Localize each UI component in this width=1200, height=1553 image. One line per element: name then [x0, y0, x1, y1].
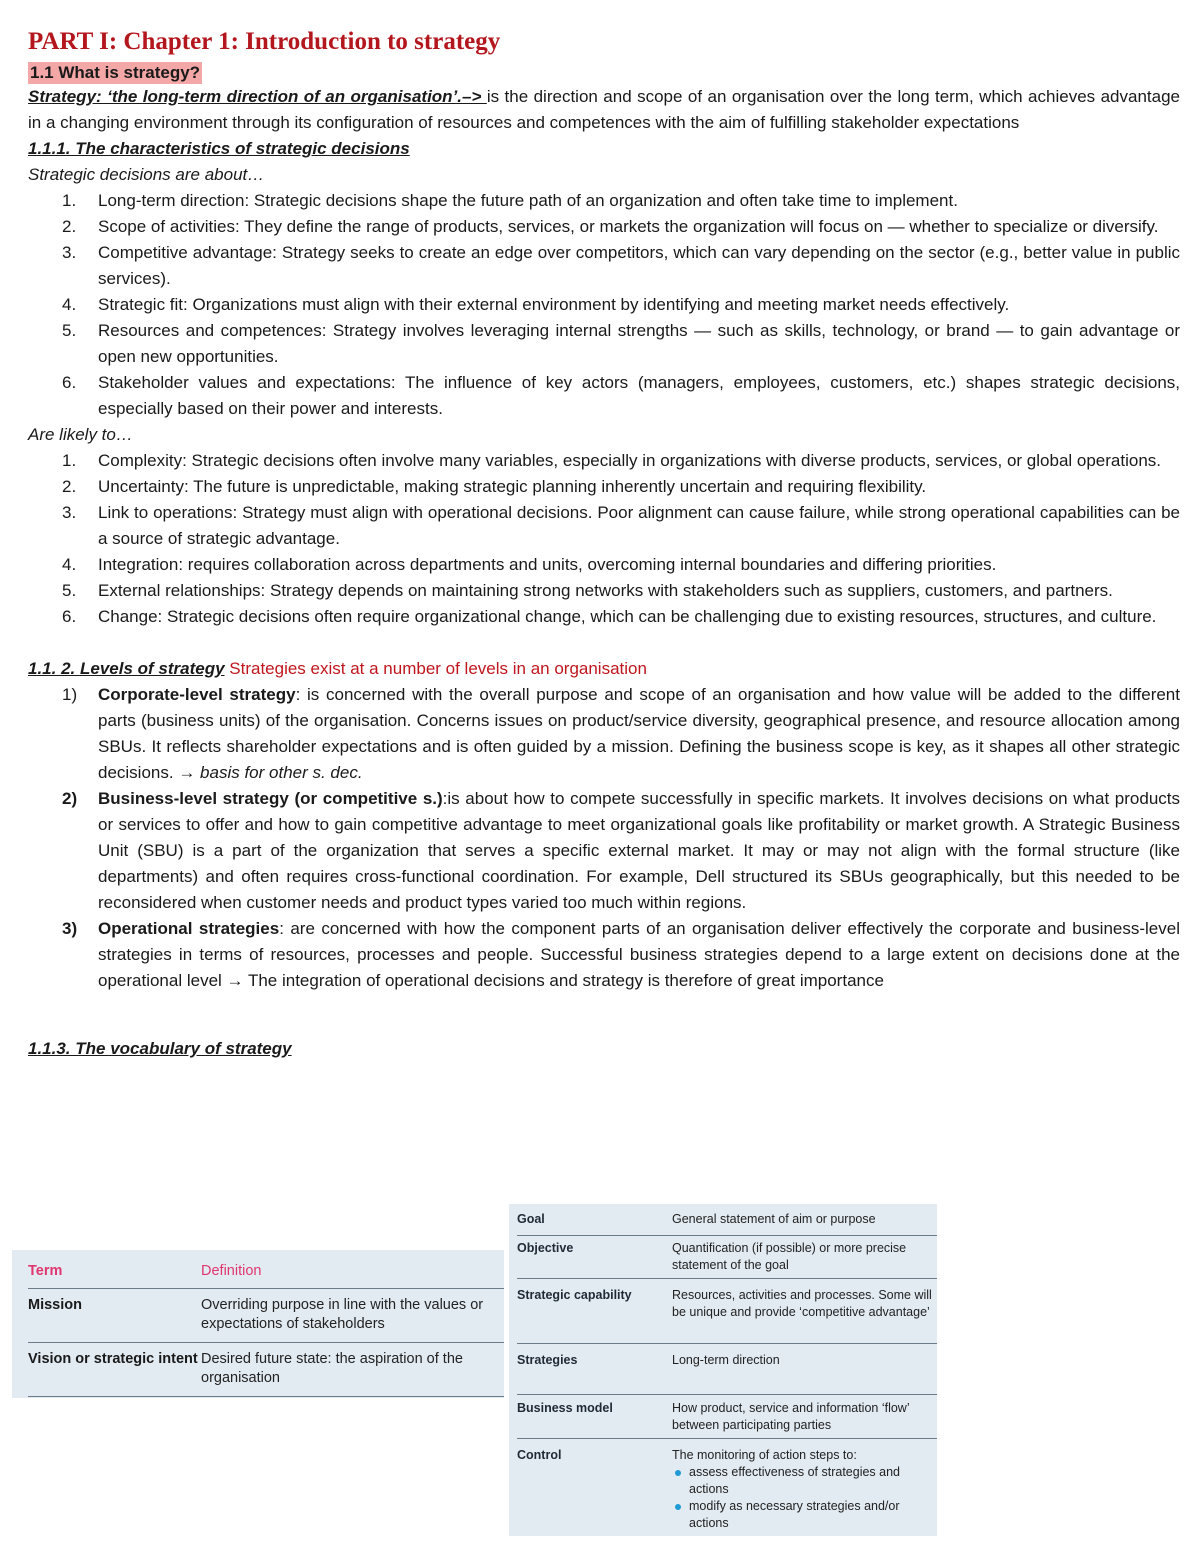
section-heading-1-1-3: 1.1.3. The vocabulary of strategy — [28, 1039, 292, 1058]
table-row — [517, 1447, 937, 1535]
levels-subtitle: Strategies exist at a number of levels in an organisation — [224, 659, 647, 678]
list-item-text: External relationships: Strategy depends on maintaining strong networks with stakeholders such as suppliers, customers, and partners. — [98, 581, 1113, 600]
list-item — [28, 682, 1180, 786]
table-header-row — [28, 1262, 504, 1289]
vocabulary-table-left — [12, 1250, 504, 1398]
list-item-text: Competitive advantage: Strategy seeks to create an edge over competitors, which can vary depending on the sector (e.g., better value in public services). — [98, 243, 1180, 288]
table-cell-definition: How product, service and information ‘flow’ between participating parties — [672, 1401, 910, 1432]
document-page — [28, 26, 1180, 1062]
table-cell-term: Goal — [517, 1212, 545, 1226]
list-item-text: Link to operations: Strategy must align with operational decisions. Poor alignment can cause failure, while strong operational capabilities can be a source of strategic advantage. — [98, 503, 1180, 548]
section-heading-1-1-1: 1.1.1. The characteristics of strategic decisions — [28, 139, 410, 158]
level-term: Corporate-level strategy — [98, 685, 296, 704]
list-item: 3. Competitive advantage: Strategy seeks to create an edge over competitors, which can vary depending on the sector (e.g., better value in public services). — [62, 243, 1180, 288]
table-cell-term: Vision or strategic intent — [28, 1351, 198, 1367]
list-item-text: Uncertainty: The future is unpredictable, making strategic planning inherently uncertain and requiring flexibility. — [98, 477, 927, 496]
list-item-text: Integration: requires collaboration across departments and units, overcoming internal boundaries and differing priorities. — [98, 555, 997, 574]
table-cell-term: Control — [517, 1448, 562, 1462]
table-row — [28, 1350, 504, 1397]
table-header-definition: Definition — [201, 1263, 262, 1279]
list-item: 2. Scope of activities: They define the range of products, services, or markets the organization will focus on — whether to specialize or diversify. — [62, 217, 1159, 236]
table-row — [517, 1400, 937, 1439]
table-cell-definition: Long-term direction — [672, 1353, 780, 1367]
list-item-number: 1) — [62, 685, 78, 704]
list-item: 4. Integration: requires collaboration across departments and units, overcoming internal boundaries and differing priorities. — [62, 555, 997, 574]
list-item-text: Complexity: Strategic decisions often involve many variables, especially in organizations with diverse products, services, or global operations. — [98, 451, 1162, 470]
table-row — [517, 1352, 937, 1395]
table-cell-definition: Quantification (if possible) or more precise statement of the goal — [672, 1241, 907, 1272]
table-row — [28, 1296, 504, 1343]
level-text: : are concerned with how the component parts of an organisation deliver effectively the corporate and business-level strategies in terms of resources, processes and people. Successful business strategies depend to a large extent on decisions done at the operational level → The integration of operational decisions and strategy is therefore of great importance — [98, 919, 1180, 990]
list-item-text: Scope of activities: They define the range of products, services, or markets the organization will focus on — whether to specialize or diversify. — [98, 217, 1159, 236]
table-cell-definition: Overriding purpose in line with the values or expectations of stakeholders — [201, 1297, 484, 1332]
list-item-number: 3) — [62, 919, 78, 938]
table-cell-definition — [672, 1447, 932, 1532]
list-item-number: 2) — [62, 789, 78, 808]
list-item: 5. External relationships: Strategy depends on maintaining strong networks with stakeholders such as suppliers, customers, and partners. — [62, 581, 1113, 600]
vocabulary-table-right — [509, 1204, 937, 1536]
table-header-term: Term — [28, 1263, 63, 1279]
table-cell-term: Business model — [517, 1401, 613, 1415]
list-item-text: Long-term direction: Strategic decisions shape the future path of an organization and often take time to implement. — [98, 191, 958, 210]
list-item: 5. Resources and competences: Strategy involves leveraging internal strengths — such as skills, technology, or brand — to gain advantage or open new opportunities. — [62, 321, 1180, 366]
list-item: modify as necessary strategies and/or actions — [672, 1498, 932, 1532]
table-cell-term: Strategic capability — [517, 1288, 632, 1302]
list-item — [28, 916, 1180, 994]
list-item: 1. Complexity: Strategic decisions often involve many variables, especially in organizations with diverse products, services, or global operations. — [62, 451, 1162, 470]
list-item-text: Stakeholder values and expectations: The influence of key actors (managers, employees, customers, etc.) shapes strategic decisions, especially based on their power and interests. — [98, 373, 1180, 418]
level-tail: basis for other s. dec. — [200, 763, 363, 782]
levels-heading-line — [28, 656, 1180, 682]
level-term: Business-level strategy (or competitive s.) — [98, 789, 443, 808]
list-item: 2. Uncertainty: The future is unpredictable, making strategic planning inherently uncertain and requiring flexibility. — [62, 477, 927, 496]
likely-label: Are likely to… — [28, 425, 133, 444]
list-item-text: Strategic fit: Organizations must align with their external environment by identifying and meeting market needs effectively. — [98, 295, 1010, 314]
list-item: 3. Link to operations: Strategy must align with operational decisions. Poor alignment can cause failure, while strong operational capabilities can be a source of strategic advantage. — [62, 503, 1180, 548]
list-item: 6. Change: Strategic decisions often require organizational change, which can be challenging due to existing resources, structures, and culture. — [62, 607, 1157, 626]
list-item: 4. Strategic fit: Organizations must align with their external environment by identifying and meeting market needs effectively. — [62, 295, 1010, 314]
table-cell-definition: Resources, activities and processes. Some will be unique and provide ‘competitive advantage’ — [672, 1288, 932, 1319]
list-item-text: Resources and competences: Strategy involves leveraging internal strengths — such as skills, technology, or brand — to gain advantage or open new opportunities. — [98, 321, 1180, 366]
strategy-definition-lead: Strategy: ‘the long-term direction of an organisation’.–> — [28, 87, 487, 106]
table-row — [517, 1287, 937, 1344]
level-text: :is about how to compete successfully in specific markets. It involves decisions on what products or services to offer and how to gain competitive advantage to meet organizational goals like profitability or market growth. A Strategic Business Unit (SBU) is a part of the organization that serves a specific external market. It may or may not align with the formal structure (like departments) and often requires cross-functional coordination. For example, Dell structured its SBUs geographically, but this needed to be reconsidered when customer needs and product types varied too much within regions. — [98, 789, 1180, 912]
page-title: PART I: Chapter 1: Introduction to strategy — [28, 28, 501, 55]
list-item: 1. Long-term direction: Strategic decisions shape the future path of an organization and often take time to implement. — [62, 191, 958, 210]
table-row — [517, 1240, 937, 1279]
table-cell-term: Strategies — [517, 1353, 578, 1367]
levels-list — [28, 682, 1180, 994]
likely-list — [28, 448, 1180, 630]
list-item: 6. Stakeholder values and expectations: The influence of key actors (managers, employees, customers, etc.) shapes strategic decisions, especially based on their power and interests. — [62, 373, 1180, 418]
table-row — [517, 1211, 937, 1236]
section-heading-1-1: 1.1 What is strategy? — [30, 63, 201, 82]
table-cell-definition: Desired future state: the aspiration of the organisation — [201, 1351, 463, 1386]
about-label: Strategic decisions are about… — [28, 165, 265, 184]
list-item: assess effectiveness of strategies and actions — [672, 1464, 932, 1498]
list-item-text: Change: Strategic decisions often require organizational change, which can be challenging due to existing resources, structures, and culture. — [98, 607, 1157, 626]
table-cell-term: Objective — [517, 1241, 574, 1255]
level-term: Operational strategies — [98, 919, 280, 938]
strategy-definition-text: is the direction and scope of an organisation over the long term, which achieves advantage in a changing environment through its configuration of resources and competences with the aim of fulfilling stakeholder expectations — [28, 87, 1180, 132]
level-text: : is concerned with the overall purpose and scope of an organisation and how value will be added to the different parts (business units) of the organisation. Concerns issues on product/service diversity, geographical presence, and resource allocation among SBUs. It reflects shareholder expectations and is often guided by a mission. Defining the business scope is key, as it shapes all other strategic decisions. → — [98, 685, 1180, 782]
section-heading-1-1-2: 1.1. 2. Levels of strategy — [28, 659, 225, 678]
table-cell-definition: General statement of aim or purpose — [672, 1212, 876, 1226]
control-bullet-list — [672, 1464, 932, 1532]
list-item — [28, 786, 1180, 916]
strategy-definition — [28, 84, 1180, 136]
about-list — [28, 188, 1180, 422]
control-intro: The monitoring of action steps to: — [672, 1448, 857, 1462]
table-cell-term: Mission — [28, 1297, 82, 1313]
